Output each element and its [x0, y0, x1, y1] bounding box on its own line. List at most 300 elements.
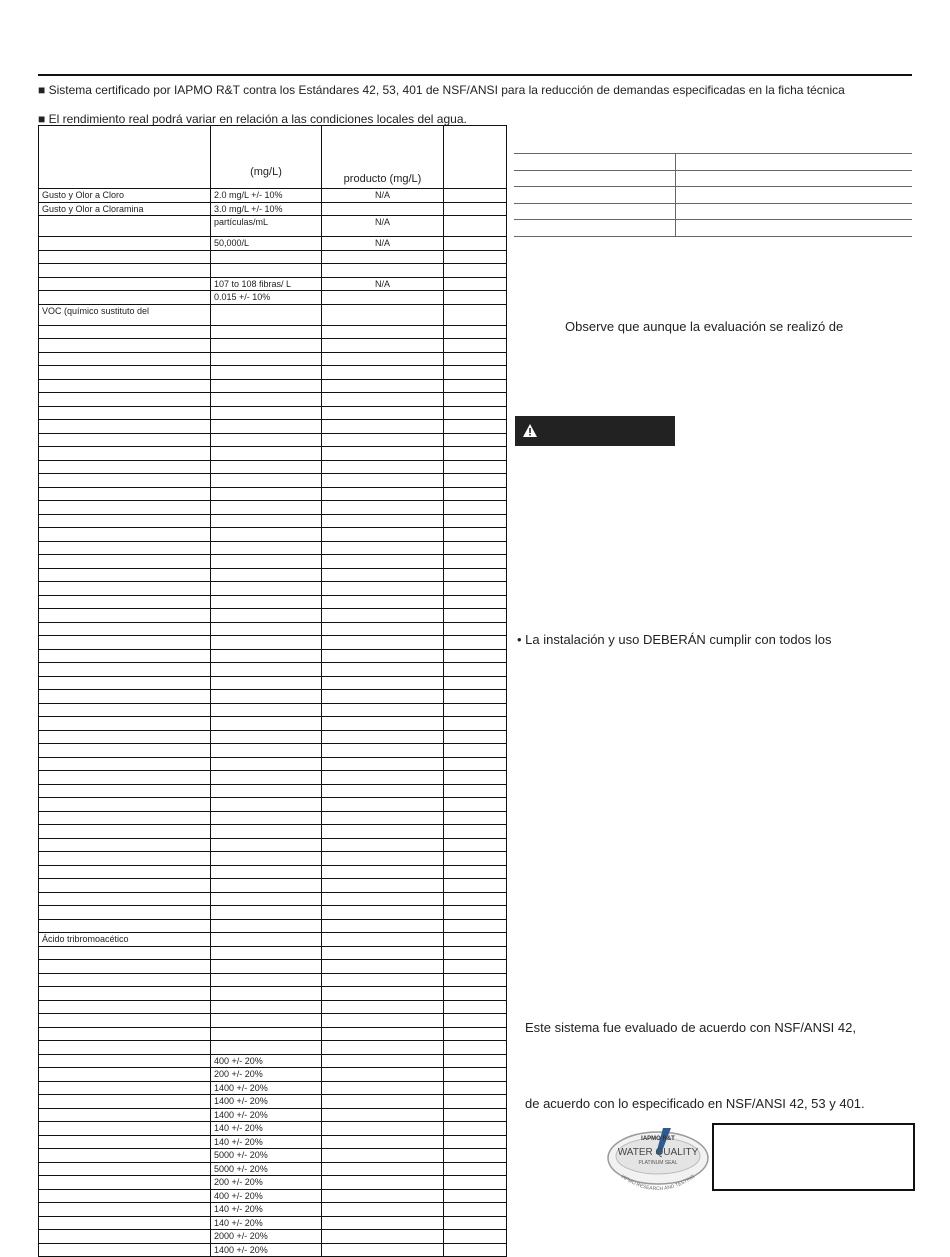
- table-cell: [444, 393, 507, 407]
- table-cell: [444, 1068, 507, 1082]
- table-cell: [322, 555, 444, 569]
- table-cell: [322, 528, 444, 542]
- table-cell: [322, 676, 444, 690]
- table-cell: [211, 379, 322, 393]
- table-cell: N/A: [322, 189, 444, 203]
- table-cell: [39, 838, 211, 852]
- table-row: [39, 919, 507, 933]
- table-cell: [211, 568, 322, 582]
- table-cell: 140 +/- 20%: [211, 1122, 322, 1136]
- table-cell: 200 +/- 20%: [211, 1176, 322, 1190]
- table-cell: [322, 838, 444, 852]
- table-cell: Gusto y Olor a Cloro: [39, 189, 211, 203]
- table-cell: [444, 216, 507, 237]
- table-row: [39, 1135, 507, 1149]
- table-cell: 140 +/- 20%: [211, 1216, 322, 1230]
- table-cell: 1400 +/- 20%: [211, 1081, 322, 1095]
- svg-text:IAPMO R&T: IAPMO R&T: [641, 1136, 675, 1142]
- table-cell: [322, 433, 444, 447]
- table-cell: [322, 1081, 444, 1095]
- table-row: [39, 636, 507, 650]
- table-cell: [444, 366, 507, 380]
- table-cell: [39, 771, 211, 785]
- table-cell: [39, 250, 211, 264]
- table-row: [39, 879, 507, 893]
- table-cell: [322, 1176, 444, 1190]
- table-cell: [39, 277, 211, 291]
- table-row: [39, 366, 507, 380]
- table-cell: [444, 1108, 507, 1122]
- table-row: [514, 219, 912, 237]
- table-row: [39, 406, 507, 420]
- table-cell: [322, 1189, 444, 1203]
- table-row: [39, 202, 507, 216]
- table-cell: [39, 663, 211, 677]
- table-row: [514, 203, 912, 220]
- table-cell: [444, 1203, 507, 1217]
- table-cell: [39, 1041, 211, 1055]
- table-cell: [211, 784, 322, 798]
- table-cell: [39, 1149, 211, 1163]
- table-cell: [211, 690, 322, 704]
- table-row: [39, 757, 507, 771]
- table-cell: [444, 636, 507, 650]
- table-cell: 140 +/- 20%: [211, 1135, 322, 1149]
- table-cell: [211, 420, 322, 434]
- table-cell: [39, 1176, 211, 1190]
- table-row: [39, 420, 507, 434]
- table-cell: [211, 595, 322, 609]
- evaluation-text: Este sistema fue evaluado de acuerdo con NSF/ANSI 42,: [525, 1020, 856, 1035]
- table-row: [39, 1176, 507, 1190]
- table-cell: [211, 487, 322, 501]
- table-cell: [444, 514, 507, 528]
- table-cell: [322, 339, 444, 353]
- table-row: [39, 568, 507, 582]
- table-cell: [39, 366, 211, 380]
- table-cell: [322, 879, 444, 893]
- table-cell: [444, 1216, 507, 1230]
- table-cell: [39, 825, 211, 839]
- table-cell: [322, 582, 444, 596]
- table-cell: [322, 987, 444, 1001]
- table-cell: [211, 325, 322, 339]
- table-cell: 400 +/- 20%: [211, 1189, 322, 1203]
- table-cell: [322, 406, 444, 420]
- table-cell: [211, 406, 322, 420]
- table-cell: [39, 352, 211, 366]
- table-cell: [39, 264, 211, 278]
- blank-info-box: [712, 1123, 915, 1191]
- installation-text: • La instalación y uso DEBERÁN cumplir con todos los: [517, 632, 832, 647]
- table-cell: [211, 663, 322, 677]
- table-row: [39, 609, 507, 623]
- table-cell: [211, 447, 322, 461]
- table-cell: [211, 501, 322, 515]
- table-cell: [39, 582, 211, 596]
- table-cell: [39, 973, 211, 987]
- table-cell: [322, 1216, 444, 1230]
- table-cell: [444, 339, 507, 353]
- table-cell: [444, 771, 507, 785]
- table-cell: N/A: [322, 277, 444, 291]
- table-cell: [211, 636, 322, 650]
- specification-text: de acuerdo con lo especificado en NSF/ANSI 42, 53 y 401.: [525, 1096, 865, 1111]
- table-cell: [39, 649, 211, 663]
- table-cell: 1400 +/- 20%: [211, 1095, 322, 1109]
- table-cell: [322, 514, 444, 528]
- table-cell: [444, 852, 507, 866]
- table-cell: [322, 1162, 444, 1176]
- table-cell: [322, 541, 444, 555]
- table-cell: [39, 541, 211, 555]
- table-row: [39, 865, 507, 879]
- table-row: [39, 541, 507, 555]
- table-cell: [444, 582, 507, 596]
- table-cell: [211, 771, 322, 785]
- table-cell: 1400 +/- 20%: [211, 1243, 322, 1257]
- table-cell: [444, 304, 507, 325]
- table-cell: [211, 541, 322, 555]
- table-cell: [211, 1041, 322, 1055]
- table-cell: [39, 237, 211, 251]
- table-cell: [39, 514, 211, 528]
- table-row: [39, 291, 507, 305]
- table-cell: [39, 798, 211, 812]
- table-row: [39, 798, 507, 812]
- table-row: [514, 153, 912, 170]
- table-cell: [444, 784, 507, 798]
- table-cell: [39, 1189, 211, 1203]
- table-row: [39, 811, 507, 825]
- table-cell: [39, 1027, 211, 1041]
- table-cell: 2.0 mg/L +/- 10%: [211, 189, 322, 203]
- table-cell: [444, 1122, 507, 1136]
- table-cell: [39, 474, 211, 488]
- table-cell: [211, 304, 322, 325]
- table-cell: [322, 595, 444, 609]
- right-blank-table: [514, 153, 912, 237]
- table-row: [39, 216, 507, 237]
- table-cell: [322, 973, 444, 987]
- table-cell: [211, 460, 322, 474]
- table-row: [39, 189, 507, 203]
- table-cell: 5000 +/- 20%: [211, 1162, 322, 1176]
- table-cell: [444, 960, 507, 974]
- svg-text:IAPMO RESEARCH AND TESTING: IAPMO RESEARCH AND TESTING: [619, 1173, 697, 1193]
- table-header-row: [39, 126, 507, 189]
- table-cell: [444, 744, 507, 758]
- table-row: [39, 514, 507, 528]
- table-row: [39, 1203, 507, 1217]
- table-header-cell: [444, 126, 507, 189]
- table-cell: [322, 825, 444, 839]
- table-cell: [444, 202, 507, 216]
- table-row: [39, 730, 507, 744]
- table-cell: [211, 838, 322, 852]
- table-cell: [211, 1000, 322, 1014]
- table-cell: [322, 744, 444, 758]
- table-cell: [39, 216, 211, 237]
- table-cell: [444, 919, 507, 933]
- table-row: [39, 460, 507, 474]
- table-row: [39, 1243, 507, 1257]
- table-cell: [322, 264, 444, 278]
- table-cell: [211, 582, 322, 596]
- table-cell: N/A: [322, 237, 444, 251]
- table-row: [39, 582, 507, 596]
- table-cell: [39, 811, 211, 825]
- table-cell: [322, 1095, 444, 1109]
- table-cell: [39, 595, 211, 609]
- table-cell: [444, 1189, 507, 1203]
- table-cell: [211, 609, 322, 623]
- table-cell: [39, 1243, 211, 1257]
- table-cell: [444, 555, 507, 569]
- table-cell: [39, 1081, 211, 1095]
- table-cell: [39, 420, 211, 434]
- table-row: [39, 784, 507, 798]
- table-cell: [211, 250, 322, 264]
- table-cell: [444, 973, 507, 987]
- table-cell: 5000 +/- 20%: [211, 1149, 322, 1163]
- table-cell: [444, 277, 507, 291]
- table-cell: [39, 555, 211, 569]
- table-cell: [39, 1014, 211, 1028]
- table-cell: [322, 690, 444, 704]
- table-cell: 0.015 +/- 10%: [211, 291, 322, 305]
- table-cell: [322, 919, 444, 933]
- table-row: [39, 1122, 507, 1136]
- svg-text:WATER QUALITY: WATER QUALITY: [617, 1147, 699, 1158]
- table-row: [39, 1216, 507, 1230]
- table-cell: [39, 339, 211, 353]
- table-cell: [322, 325, 444, 339]
- table-cell: [39, 717, 211, 731]
- observe-text: Observe que aunque la evaluación se realizó de: [565, 319, 844, 334]
- table-cell: [444, 730, 507, 744]
- table-cell: [322, 649, 444, 663]
- table-cell: N/A: [322, 216, 444, 237]
- table-row: [39, 1000, 507, 1014]
- table-row: [39, 528, 507, 542]
- warning-triangle-icon: [523, 424, 537, 437]
- table-cell: [322, 906, 444, 920]
- warning-banner: [515, 416, 675, 446]
- table-cell: [444, 703, 507, 717]
- table-cell: [444, 879, 507, 893]
- table-cell: [322, 852, 444, 866]
- table-cell: [322, 352, 444, 366]
- table-cell: [39, 528, 211, 542]
- table-cell: [211, 474, 322, 488]
- table-cell: [211, 744, 322, 758]
- table-cell: [39, 852, 211, 866]
- table-cell: [39, 676, 211, 690]
- table-cell: [322, 892, 444, 906]
- table-row: [39, 555, 507, 569]
- table-row: [39, 501, 507, 515]
- table-cell: [444, 406, 507, 420]
- table-row: [39, 771, 507, 785]
- table-cell: [39, 1000, 211, 1014]
- table-cell: [39, 865, 211, 879]
- table-cell: [211, 1014, 322, 1028]
- table-row: [39, 304, 507, 325]
- table-row: [39, 663, 507, 677]
- table-cell: [444, 811, 507, 825]
- table-cell: Gusto y Olor a Cloramina: [39, 202, 211, 216]
- table-cell: [211, 514, 322, 528]
- table-row: [39, 474, 507, 488]
- table-cell: [211, 919, 322, 933]
- table-cell: Ácido tribromoacético: [39, 933, 211, 947]
- table-cell: [211, 339, 322, 353]
- table-row: [39, 1189, 507, 1203]
- water-quality-seal-logo: [603, 1124, 713, 1194]
- table-cell: [322, 487, 444, 501]
- table-cell: [39, 1162, 211, 1176]
- table-cell: [211, 717, 322, 731]
- table-row: [39, 892, 507, 906]
- table-cell: [322, 771, 444, 785]
- table-cell: [444, 892, 507, 906]
- table-cell: [322, 622, 444, 636]
- table-cell: [39, 487, 211, 501]
- table-row: [39, 595, 507, 609]
- table-cell: [444, 676, 507, 690]
- table-row: [39, 649, 507, 663]
- table-cell: 107 to 108 fibras/ L: [211, 277, 322, 291]
- table-cell: [444, 447, 507, 461]
- table-cell: [322, 703, 444, 717]
- table-cell: [211, 555, 322, 569]
- table-cell: [322, 1149, 444, 1163]
- table-cell: [39, 501, 211, 515]
- table-cell: [211, 798, 322, 812]
- table-cell: [444, 237, 507, 251]
- table-row: [39, 250, 507, 264]
- table-row: [39, 933, 507, 947]
- table-row: [39, 1095, 507, 1109]
- table-cell: [444, 865, 507, 879]
- table-row: [39, 744, 507, 758]
- table-cell: [444, 460, 507, 474]
- table-cell: [444, 987, 507, 1001]
- table-cell: [211, 1027, 322, 1041]
- table-cell: [39, 892, 211, 906]
- table-cell: [39, 609, 211, 623]
- table-cell: 1400 +/- 20%: [211, 1108, 322, 1122]
- table-cell: [444, 609, 507, 623]
- table-cell: [39, 622, 211, 636]
- table-cell: [211, 528, 322, 542]
- table-cell: [322, 1135, 444, 1149]
- table-cell: [39, 730, 211, 744]
- table-cell: [211, 987, 322, 1001]
- table-cell: [211, 811, 322, 825]
- table-cell: [444, 1176, 507, 1190]
- certification-note: ■ Sistema certificado por IAPMO R&T contra los Estándares 42, 53, 401 de NSF/ANSI para la reducción de demandas especificadas en la ficha técnica: [38, 83, 845, 97]
- table-cell: [39, 568, 211, 582]
- table-row: [39, 825, 507, 839]
- table-cell: [444, 825, 507, 839]
- table-row: [39, 676, 507, 690]
- table-cell: 3.0 mg/L +/- 10%: [211, 202, 322, 216]
- table-cell: [322, 447, 444, 461]
- table-cell: [322, 636, 444, 650]
- table-row: [39, 960, 507, 974]
- table-cell: [444, 1000, 507, 1014]
- table-cell: [39, 946, 211, 960]
- table-cell: [444, 1095, 507, 1109]
- table-cell: [322, 757, 444, 771]
- table-cell: [444, 487, 507, 501]
- table-cell: [322, 568, 444, 582]
- table-cell: [322, 501, 444, 515]
- table-row: [39, 379, 507, 393]
- table-cell: [211, 825, 322, 839]
- table-cell: [39, 291, 211, 305]
- table-cell: [39, 919, 211, 933]
- table-cell: [322, 1000, 444, 1014]
- table-cell: [39, 744, 211, 758]
- table-cell: [444, 379, 507, 393]
- table-row: [39, 703, 507, 717]
- table-cell: [39, 1054, 211, 1068]
- table-cell: [39, 393, 211, 407]
- table-cell: [444, 1081, 507, 1095]
- table-row: [39, 1081, 507, 1095]
- performance-note: ■ El rendimiento real podrá variar en relación a las condiciones locales del agua.: [38, 112, 467, 126]
- table-cell: [444, 325, 507, 339]
- table-row: [39, 622, 507, 636]
- table-cell: [444, 906, 507, 920]
- table-cell: [39, 460, 211, 474]
- table-row: [39, 1149, 507, 1163]
- table-row: [39, 339, 507, 353]
- table-cell: [39, 906, 211, 920]
- table-cell: [322, 1014, 444, 1028]
- table-cell: [444, 474, 507, 488]
- table-cell: [444, 622, 507, 636]
- table-cell: [322, 250, 444, 264]
- table-cell: [211, 933, 322, 947]
- table-row: [39, 1014, 507, 1028]
- table-cell: [322, 717, 444, 731]
- table-cell: [39, 703, 211, 717]
- table-cell: [322, 291, 444, 305]
- table-cell: [211, 622, 322, 636]
- table-cell: [39, 433, 211, 447]
- table-row: [39, 1108, 507, 1122]
- table-cell: [444, 541, 507, 555]
- table-cell: [39, 406, 211, 420]
- table-cell: [39, 379, 211, 393]
- table-cell: [444, 1041, 507, 1055]
- table-cell: [444, 798, 507, 812]
- table-row: [39, 447, 507, 461]
- table-cell: [322, 1054, 444, 1068]
- table-cell: [322, 474, 444, 488]
- svg-text:PLATINUM SEAL: PLATINUM SEAL: [638, 1160, 678, 1166]
- table-cell: [322, 784, 444, 798]
- table-cell: [322, 946, 444, 960]
- table-row: [39, 393, 507, 407]
- table-cell: [39, 636, 211, 650]
- table-cell: [211, 852, 322, 866]
- reduction-performance-table: [38, 125, 507, 1257]
